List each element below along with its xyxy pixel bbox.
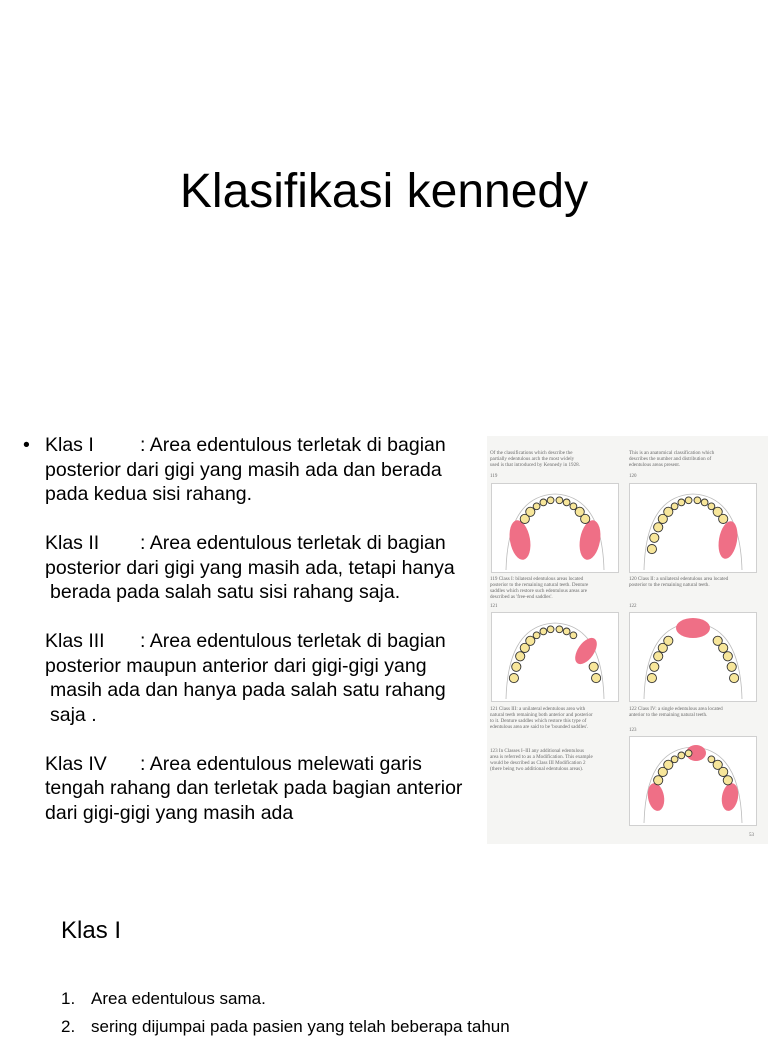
tooth <box>678 752 685 759</box>
tooth <box>647 545 656 554</box>
tooth <box>671 503 678 510</box>
class-description-line: posterior dari gigi yang masih ada dan berada <box>45 458 442 481</box>
class-paragraph <box>45 433 493 507</box>
tooth <box>654 523 663 532</box>
page-number: 53 <box>749 833 754 838</box>
tooth <box>654 652 663 661</box>
slide-2-list <box>61 985 510 1041</box>
tooth <box>533 503 540 510</box>
fig-number-122: 122 <box>629 604 637 609</box>
fig-number-120: 120 <box>629 474 637 479</box>
caption-122: 122 Class IV: a single edentulous area located anterior to the remaining natural teeth. <box>629 706 723 718</box>
fig-number-119: 119 <box>490 474 498 479</box>
class-description-line: : Area edentulous melewati garis <box>140 752 422 775</box>
slide-2-title: Klas I <box>61 917 122 944</box>
class-description-line: dari gigi-gigi yang masih ada <box>45 801 294 824</box>
tooth <box>556 497 563 504</box>
tooth <box>678 499 685 506</box>
class-description-line: tengah rahang dan terletak pada bagian anterior <box>45 777 463 799</box>
edentulous-area <box>716 520 740 561</box>
class-label: Klas I <box>45 434 94 456</box>
diagram-class-3 <box>491 612 619 702</box>
tooth <box>570 632 577 639</box>
tooth <box>512 662 521 671</box>
class-description-line: : Area edentulous terletak di bagian <box>140 532 446 554</box>
tooth <box>650 533 659 542</box>
tooth <box>730 674 739 683</box>
class-description-line: : Area edentulous terletak di bagian <box>140 434 446 456</box>
class-description-line: berada pada salah satu sisi rahang saja. <box>50 581 401 603</box>
list-item: 2. sering dijumpai pada pasien yang telah beberapa tahun <box>61 1017 510 1036</box>
fig-number-123: 123 <box>629 728 637 733</box>
diagram-class-1 <box>491 483 619 573</box>
classification-bullets <box>23 433 493 833</box>
tooth <box>589 662 598 671</box>
tooth <box>547 626 554 633</box>
tooth <box>685 750 692 757</box>
tooth <box>516 652 525 661</box>
tooth <box>685 497 692 504</box>
tooth <box>664 636 673 645</box>
edentulous-area <box>577 519 604 562</box>
intro-right: This is an anatomical classification which describes the number and distribution of edentulous areas present. <box>629 450 715 468</box>
tooth <box>556 626 563 633</box>
kennedy-figure-page <box>487 436 768 844</box>
slide-2 <box>0 880 768 1036</box>
tooth <box>719 643 728 652</box>
class-paragraph <box>45 752 493 826</box>
tooth <box>719 767 728 776</box>
diagram-class-3-mod-2 <box>629 736 757 826</box>
class-description-line: saja . <box>50 703 97 726</box>
tooth <box>723 776 732 785</box>
caption-120: 120 Class II: a unilateral edentulous area located posterior to the remaining natural teeth. <box>629 576 729 588</box>
tooth <box>723 652 732 661</box>
class-description-line: : Area edentulous terletak di bagian <box>140 630 446 652</box>
tooth <box>540 628 547 635</box>
tooth <box>509 674 518 683</box>
caption-119: 119 Class I: bilateral edentulous areas located posterior to the remaining natural teeth. Denture saddles which restore such edentulous areas are described as 'free-end saddles'. <box>490 576 589 600</box>
tooth <box>647 674 656 683</box>
tooth <box>650 662 659 671</box>
class-label: Klas IV <box>45 752 107 775</box>
class-paragraph <box>45 629 493 727</box>
caption-121: 121 Class III: a unilateral edentulous area with natural teeth remaining both anterior and posterior to it. Denture saddles which restore this type of edentulous area are said to be 'bounded saddles'. <box>490 706 593 730</box>
tooth <box>547 497 554 504</box>
edentulous-area <box>676 618 710 638</box>
class-label: Klas II <box>45 532 100 554</box>
class-description-line: pada kedua sisi rahang. <box>45 483 253 505</box>
list-item: 1. Area edentulous sama. <box>61 989 266 1008</box>
class-description-line: posterior dari gigi yang masih ada, tetapi hanya <box>45 556 455 579</box>
intro-left: Of the classifications which describe the partially edentulous arch the most widely used is that introduced by Kennedy in 1928. <box>490 450 580 468</box>
fig-number-121: 121 <box>490 604 498 609</box>
class-description-line: masih ada dan hanya pada salah satu rahang <box>50 679 446 701</box>
tooth <box>727 662 736 671</box>
tooth <box>563 628 570 635</box>
tooth <box>540 499 547 506</box>
bullet-dot: • <box>23 434 30 456</box>
tooth <box>719 514 728 523</box>
tooth <box>701 499 708 506</box>
tooth <box>533 632 540 639</box>
tooth <box>694 497 701 504</box>
class-paragraph <box>45 531 493 605</box>
tooth <box>581 514 590 523</box>
class-label: Klas III <box>45 630 105 652</box>
tooth <box>654 776 663 785</box>
diagram-class-4 <box>629 612 757 702</box>
tooth <box>671 756 678 763</box>
caption-123: 123 In Classes I–III any additional edentulous area is referred to as a Modification. This example would be described as Class III Modification 2 (there being two additional edentulous areas). <box>490 748 593 772</box>
class-description-line: posterior maupun anterior dari gigi-gigi yang <box>45 654 427 677</box>
diagram-class-2 <box>629 483 757 573</box>
tooth <box>592 674 601 683</box>
tooth <box>563 499 570 506</box>
edentulous-area <box>507 519 534 562</box>
slide-title: Klasifikasi kennedy <box>179 165 589 218</box>
